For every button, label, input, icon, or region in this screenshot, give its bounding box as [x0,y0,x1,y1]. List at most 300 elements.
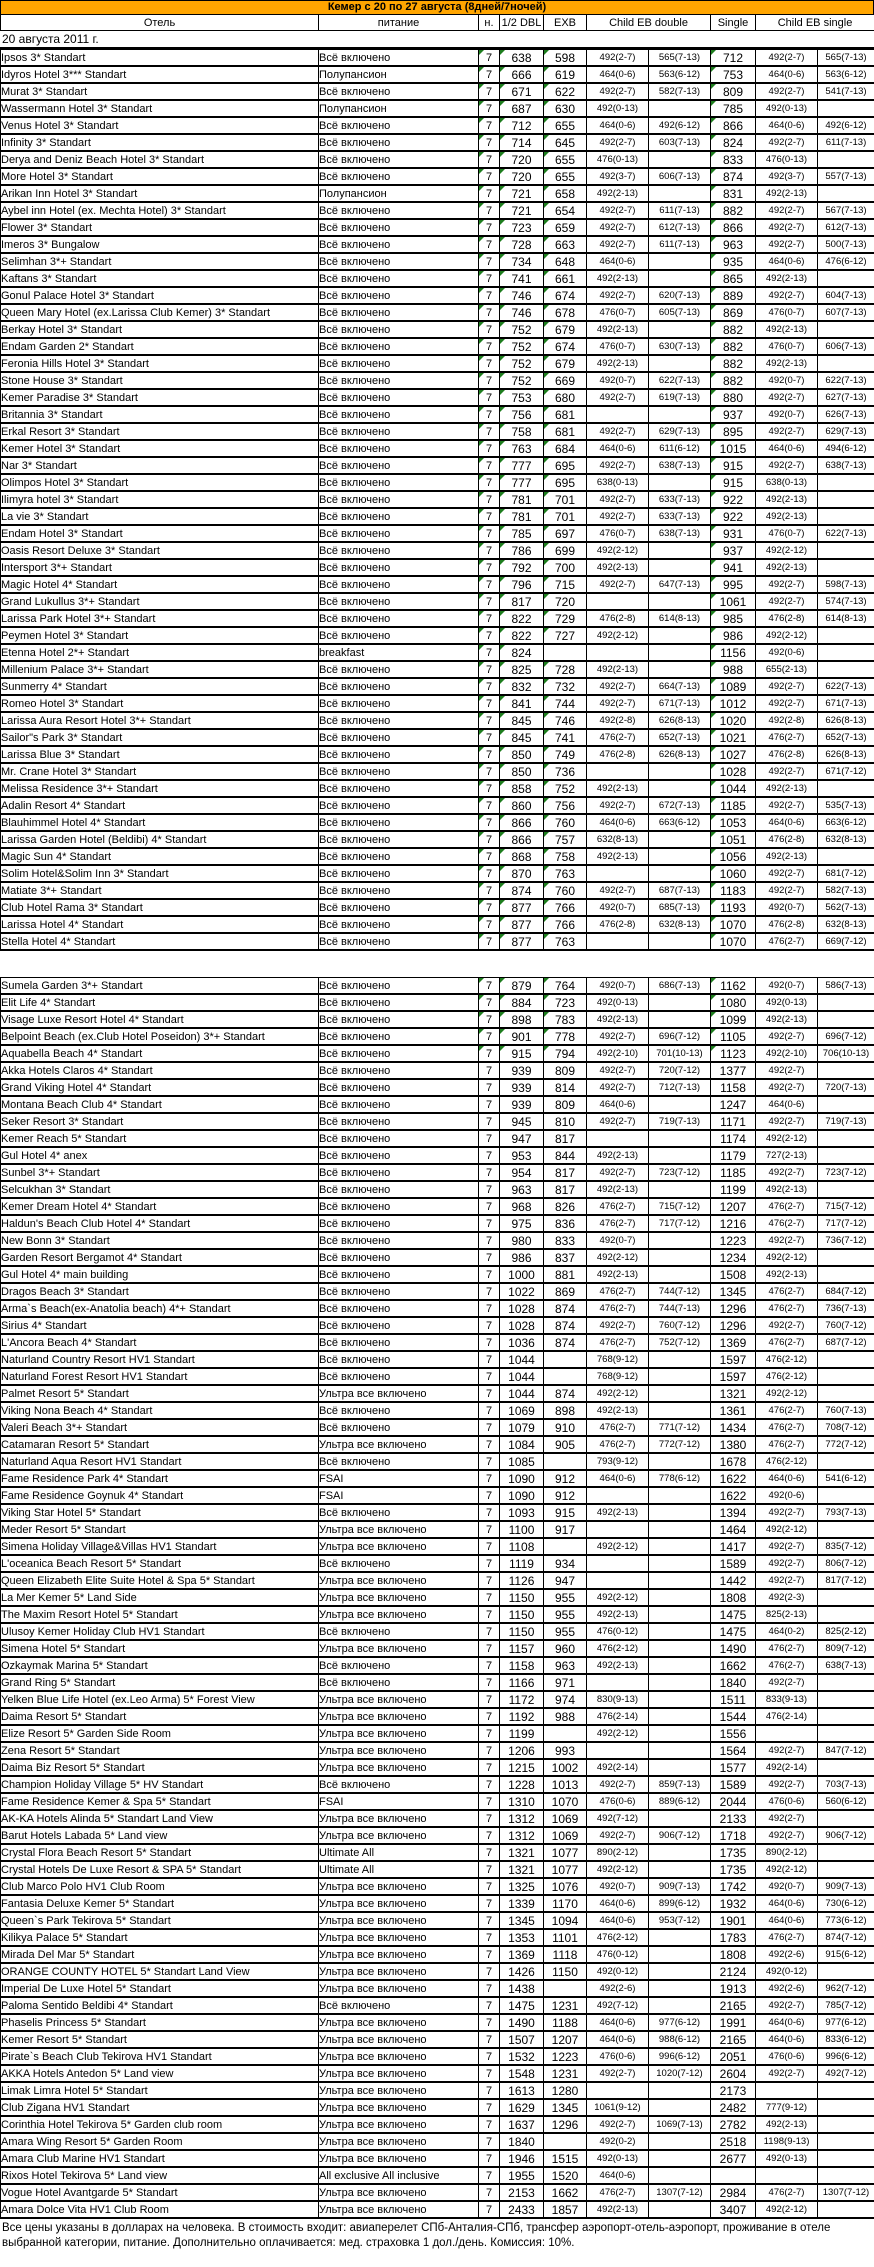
meal-type[interactable]: Полупансион [319,100,479,117]
child-eb-double-1[interactable]: 476(0-7) [587,304,649,321]
meal-type[interactable]: Всё включено [319,1181,479,1198]
nights-value[interactable]: 7 [479,1028,500,1045]
price-single[interactable]: 882 [711,338,756,355]
child-eb-single-2[interactable]: 663(6-12) [818,814,874,831]
hotel-name[interactable]: Grand Viking Hotel 4* Standart [1,1079,319,1096]
price-exb[interactable]: 1662 [544,2184,587,2201]
price-single[interactable]: 1012 [711,695,756,712]
price-single[interactable]: 869 [711,304,756,321]
hotel-name[interactable]: Daima Resort 5* Standart [1,1708,319,1725]
child-eb-double-2[interactable] [649,2082,711,2099]
price-half-dbl[interactable]: 752 [500,321,544,338]
nights-value[interactable]: 7 [479,1283,500,1300]
hotel-name[interactable]: Palmet Resort 5* Standart [1,1385,319,1402]
child-eb-double-2[interactable] [649,1368,711,1385]
hotel-name[interactable]: Gonul Palace Hotel 3* Standart [1,287,319,304]
child-eb-single-2[interactable]: 500(7-13) [818,236,874,253]
child-eb-double-2[interactable] [649,100,711,117]
nights-value[interactable]: 7 [479,117,500,134]
price-single[interactable]: 785 [711,100,756,117]
price-half-dbl[interactable]: 1321 [500,1844,544,1861]
hotel-name[interactable]: Crystal Hotels De Luxe Resort & SPA 5* Standart [1,1861,319,1878]
hotel-name[interactable]: Imeros 3* Bungalow [1,236,319,253]
child-eb-single-1[interactable]: 476(2-7) [756,1419,818,1436]
meal-type[interactable]: Ультра все включено [319,2065,479,2082]
meal-type[interactable]: Ультра все включено [319,2116,479,2133]
child-eb-double-1[interactable]: 492(0-7) [587,899,649,916]
price-single[interactable]: 1216 [711,1215,756,1232]
price-single[interactable]: 2133 [711,1810,756,1827]
meal-type[interactable]: Всё включено [319,1317,479,1334]
hotel-name[interactable]: Romeo Hotel 3* Standart [1,695,319,712]
child-eb-double-2[interactable] [649,1844,711,1861]
price-half-dbl[interactable]: 756 [500,406,544,423]
child-eb-double-1[interactable]: 492(0-2) [587,2133,649,2150]
child-eb-single-1[interactable]: 476(2-12) [756,1368,818,1385]
price-single[interactable]: 1808 [711,1589,756,1606]
hotel-name[interactable]: Ulusoy Kemer Holiday Club HV1 Standart [1,1623,319,1640]
price-exb[interactable]: 898 [544,1402,587,1419]
meal-type[interactable]: Всё включено [319,525,479,542]
meal-type[interactable]: Всё включено [319,1011,479,1028]
child-eb-single-1[interactable]: 492(2-13) [756,848,818,865]
hotel-name[interactable]: New Bonn 3* Standart [1,1232,319,1249]
child-eb-single-1[interactable]: 492(0-7) [756,899,818,916]
price-single[interactable]: 2782 [711,2116,756,2133]
price-exb[interactable]: 661 [544,270,587,287]
child-eb-single-1[interactable]: 492(2-7) [756,50,818,67]
child-eb-double-1[interactable]: 476(2-8) [587,746,649,763]
hotel-name[interactable]: Elit Life 4* Standart [1,994,319,1011]
child-eb-single-1[interactable]: 492(2-13) [756,491,818,508]
child-eb-single-2[interactable]: 562(7-13) [818,899,874,916]
meal-type[interactable]: Всё включено [319,1776,479,1793]
child-eb-double-1[interactable]: 492(2-7) [587,287,649,304]
child-eb-double-2[interactable]: 652(7-13) [649,729,711,746]
nights-value[interactable]: 7 [479,797,500,814]
meal-type[interactable]: Всё включено [319,202,479,219]
hotel-name[interactable]: Sirius 4* Standart [1,1317,319,1334]
nights-value[interactable]: 7 [479,1691,500,1708]
meal-type[interactable]: Ультра все включено [319,1759,479,1776]
child-eb-single-2[interactable] [818,2082,874,2099]
price-single[interactable]: 1394 [711,1504,756,1521]
nights-value[interactable]: 7 [479,882,500,899]
meal-type[interactable]: Всё включено [319,916,479,933]
nights-value[interactable]: 7 [479,814,500,831]
price-single[interactable]: 1361 [711,1402,756,1419]
child-eb-double-2[interactable] [649,593,711,610]
hotel-name[interactable]: Berkay Hotel 3* Standart [1,321,319,338]
price-single[interactable]: 882 [711,355,756,372]
hotel-name[interactable]: Daima Biz Resort 5* Standart [1,1759,319,1776]
price-half-dbl[interactable]: 752 [500,355,544,372]
price-single[interactable]: 1089 [711,678,756,695]
child-eb-single-1[interactable]: 476(2-7) [756,1402,818,1419]
hotel-name[interactable]: Ipsos 3* Standart [1,50,319,67]
price-exb[interactable] [544,1453,587,1470]
price-exb[interactable]: 763 [544,933,587,950]
price-exb[interactable]: 955 [544,1623,587,1640]
child-eb-double-1[interactable]: 492(7-12) [587,1997,649,2014]
child-eb-double-1[interactable]: 492(2-14) [587,1759,649,1776]
child-eb-double-1[interactable]: 492(2-13) [587,559,649,576]
meal-type[interactable]: Всё включено [319,1453,479,1470]
child-eb-single-1[interactable]: 492(2-7) [756,1674,818,1691]
meal-type[interactable]: Ультра все включено [319,1810,479,1827]
price-single[interactable]: 1247 [711,1096,756,1113]
hotel-name[interactable]: Dragos Beach 3* Standart [1,1283,319,1300]
price-half-dbl[interactable]: 1312 [500,1827,544,1844]
price-half-dbl[interactable]: 845 [500,729,544,746]
price-single[interactable]: 2677 [711,2150,756,2167]
child-eb-single-1[interactable]: 492(2-13) [756,2116,818,2133]
hotel-name[interactable]: Meder Resort 5* Standart [1,1521,319,1538]
child-eb-double-2[interactable]: 612(7-13) [649,219,711,236]
hotel-name[interactable]: Gul Hotel 4* anex [1,1147,319,1164]
child-eb-single-1[interactable]: 638(0-13) [756,474,818,491]
child-eb-double-1[interactable]: 476(2-14) [587,1708,649,1725]
meal-type[interactable]: Всё включено [319,1232,479,1249]
child-eb-double-2[interactable]: 760(7-12) [649,1317,711,1334]
child-eb-double-2[interactable]: 638(7-13) [649,525,711,542]
child-eb-double-1[interactable]: 492(2-12) [587,1589,649,1606]
price-half-dbl[interactable]: 817 [500,593,544,610]
price-half-dbl[interactable]: 1438 [500,1980,544,1997]
child-eb-double-1[interactable]: 476(2-7) [587,1215,649,1232]
child-eb-single-1[interactable]: 492(0-7) [756,406,818,423]
price-exb[interactable] [544,1538,587,1555]
nights-value[interactable]: 7 [479,457,500,474]
price-single[interactable]: 833 [711,151,756,168]
hotel-name[interactable]: Larissa Hotel 4* Standart [1,916,319,933]
price-exb[interactable]: 659 [544,219,587,236]
meal-type[interactable]: Ультра все включено [319,2014,479,2031]
meal-type[interactable]: Всё включено [319,1300,479,1317]
meal-type[interactable]: Ультра все включено [319,1538,479,1555]
nights-value[interactable]: 7 [479,593,500,610]
nights-value[interactable]: 7 [479,406,500,423]
child-eb-single-2[interactable]: 915(6-12) [818,1946,874,1963]
meal-type[interactable]: Всё включено [319,304,479,321]
child-eb-single-1[interactable]: 492(2-13) [756,559,818,576]
child-eb-double-2[interactable]: 663(6-12) [649,814,711,831]
child-eb-double-2[interactable]: 977(6-12) [649,2014,711,2031]
price-single[interactable]: 866 [711,117,756,134]
child-eb-single-1[interactable]: 492(2-7) [756,1776,818,1793]
price-single[interactable]: 1296 [711,1300,756,1317]
child-eb-double-2[interactable] [649,1096,711,1113]
child-eb-double-1[interactable]: 476(2-8) [587,916,649,933]
nights-value[interactable]: 7 [479,1538,500,1555]
child-eb-double-1[interactable]: 476(2-7) [587,729,649,746]
child-eb-double-1[interactable]: 464(0-6) [587,440,649,457]
child-eb-double-2[interactable]: 647(7-13) [649,576,711,593]
price-exb[interactable]: 1069 [544,1827,587,1844]
price-single[interactable]: 963 [711,236,756,253]
meal-type[interactable]: Всё включено [319,1283,479,1300]
meal-type[interactable]: Всё включено [319,627,479,644]
price-single[interactable]: 1080 [711,994,756,1011]
child-eb-double-2[interactable] [649,780,711,797]
child-eb-single-1[interactable]: 492(2-12) [756,1130,818,1147]
hotel-name[interactable]: Venus Hotel 3* Standart [1,117,319,134]
nights-value[interactable]: 7 [479,780,500,797]
price-half-dbl[interactable]: 1090 [500,1470,544,1487]
child-eb-double-2[interactable] [649,1538,711,1555]
child-eb-single-1[interactable]: 492(2-7) [756,1079,818,1096]
child-eb-double-2[interactable]: 859(7-13) [649,1776,711,1793]
nights-value[interactable]: 7 [479,678,500,695]
child-eb-single-2[interactable]: 622(7-13) [818,525,874,542]
hotel-name[interactable]: Champion Holiday Village 5* HV Standart [1,1776,319,1793]
hotel-name[interactable]: Kemer Hotel 3* Standart [1,440,319,457]
nights-value[interactable]: 7 [479,83,500,100]
child-eb-double-2[interactable] [649,1232,711,1249]
hotel-name[interactable]: Yelken Blue Life Hotel (ex.Leo Arma) 5* Forest View [1,1691,319,1708]
price-half-dbl[interactable]: 870 [500,865,544,882]
meal-type[interactable]: Всё включено [319,321,479,338]
meal-type[interactable]: Всё включено [319,610,479,627]
price-half-dbl[interactable]: 1090 [500,1487,544,1504]
hotel-name[interactable]: Queen`s Park Tekirova 5* Standart [1,1912,319,1929]
child-eb-double-1[interactable]: 492(2-7) [587,1113,649,1130]
price-exb[interactable]: 655 [544,168,587,185]
child-eb-single-2[interactable] [818,2099,874,2116]
child-eb-double-2[interactable] [649,542,711,559]
nights-value[interactable]: 7 [479,2167,500,2184]
child-eb-single-2[interactable] [818,1521,874,1538]
price-half-dbl[interactable]: 746 [500,287,544,304]
nights-value[interactable]: 7 [479,1606,500,1623]
price-half-dbl[interactable]: 785 [500,525,544,542]
child-eb-double-1[interactable]: 464(0-6) [587,253,649,270]
child-eb-double-2[interactable] [649,627,711,644]
price-exb[interactable]: 674 [544,338,587,355]
price-half-dbl[interactable]: 1955 [500,2167,544,2184]
child-eb-single-1[interactable]: 492(2-7) [756,763,818,780]
price-single[interactable]: 1622 [711,1470,756,1487]
nights-value[interactable]: 7 [479,1249,500,1266]
child-eb-double-2[interactable]: 614(8-13) [649,610,711,627]
child-eb-double-1[interactable]: 492(2-7) [587,1776,649,1793]
meal-type[interactable]: Всё включено [319,729,479,746]
child-eb-single-1[interactable]: 492(0-6) [756,644,818,661]
child-eb-single-1[interactable]: 492(2-12) [756,1385,818,1402]
price-single[interactable]: 1808 [711,1946,756,1963]
child-eb-single-2[interactable]: 638(7-13) [818,457,874,474]
price-single[interactable]: 1380 [711,1436,756,1453]
nights-value[interactable]: 7 [479,865,500,882]
price-single[interactable]: 1123 [711,1045,756,1062]
child-eb-single-1[interactable]: 492(2-13) [756,321,818,338]
child-eb-double-2[interactable] [649,1555,711,1572]
child-eb-double-2[interactable]: 772(7-12) [649,1436,711,1453]
child-eb-double-1[interactable]: 492(2-7) [587,1079,649,1096]
price-exb[interactable]: 874 [544,1334,587,1351]
child-eb-single-2[interactable] [818,355,874,372]
child-eb-double-2[interactable] [649,1521,711,1538]
child-eb-single-1[interactable]: 492(2-7) [756,678,818,695]
hotel-name[interactable]: Kemer Reach 5* Standart [1,1130,319,1147]
child-eb-double-2[interactable]: 582(7-13) [649,83,711,100]
child-eb-double-1[interactable]: 492(2-7) [587,1028,649,1045]
hotel-name[interactable]: Aquabella Beach 4* Standart [1,1045,319,1062]
child-eb-single-2[interactable] [818,1351,874,1368]
nights-value[interactable]: 7 [479,1419,500,1436]
hotel-name[interactable]: Imperial De Luxe Hotel 5* Standart [1,1980,319,1997]
meal-type[interactable]: Всё включено [319,1266,479,1283]
price-half-dbl[interactable]: 1150 [500,1606,544,1623]
nights-value[interactable]: 7 [479,1487,500,1504]
child-eb-single-2[interactable]: 708(7-12) [818,1419,874,1436]
child-eb-single-1[interactable]: 492(2-7) [756,236,818,253]
child-eb-single-2[interactable] [818,1844,874,1861]
price-half-dbl[interactable]: 868 [500,848,544,865]
price-half-dbl[interactable]: 712 [500,117,544,134]
child-eb-double-1[interactable]: 492(2-13) [587,780,649,797]
hotel-name[interactable]: Mr. Crane Hotel 3* Standart [1,763,319,780]
child-eb-double-1[interactable]: 464(0-6) [587,2167,649,2184]
child-eb-double-2[interactable] [649,1929,711,1946]
child-eb-double-2[interactable] [649,661,711,678]
col-header-dbl[interactable]: 1/2 DBL [500,15,544,31]
hotel-name[interactable]: Kaftans 3* Standart [1,270,319,287]
child-eb-double-1[interactable]: 492(2-7) [587,134,649,151]
price-single[interactable]: 2124 [711,1963,756,1980]
nights-value[interactable]: 7 [479,2014,500,2031]
col-header-hotel[interactable]: Отель [1,15,319,31]
child-eb-single-2[interactable]: 730(6-12) [818,1895,874,1912]
child-eb-double-2[interactable] [649,1640,711,1657]
child-eb-double-1[interactable]: 464(0-6) [587,1895,649,1912]
hotel-name[interactable]: Britannia 3* Standart [1,406,319,423]
price-exb[interactable]: 701 [544,508,587,525]
nights-value[interactable]: 7 [479,355,500,372]
hotel-name[interactable]: Matiate 3*+ Standart [1,882,319,899]
child-eb-double-1[interactable]: 492(2-7) [587,576,649,593]
child-eb-single-2[interactable]: 574(7-13) [818,593,874,610]
child-eb-single-1[interactable]: 476(2-7) [756,1198,818,1215]
price-half-dbl[interactable]: 1325 [500,1878,544,1895]
price-exb[interactable] [544,1351,587,1368]
price-single[interactable]: 1070 [711,933,756,950]
child-eb-double-1[interactable]: 476(2-12) [587,1929,649,1946]
price-half-dbl[interactable]: 1000 [500,1266,544,1283]
meal-type[interactable]: Всё включено [319,1368,479,1385]
nights-value[interactable]: 7 [479,2116,500,2133]
price-half-dbl[interactable]: 1126 [500,1572,544,1589]
meal-type[interactable]: Всё включено [319,1419,479,1436]
child-eb-double-2[interactable]: 744(7-13) [649,1300,711,1317]
price-single[interactable]: 1932 [711,1895,756,1912]
child-eb-single-1[interactable]: 464(0-6) [756,814,818,831]
child-eb-single-1[interactable]: 492(2-7) [756,1164,818,1181]
meal-type[interactable]: Ультра все включено [319,1946,479,1963]
price-exb[interactable]: 622 [544,83,587,100]
child-eb-double-2[interactable]: 686(7-13) [649,978,711,995]
price-single[interactable]: 889 [711,287,756,304]
child-eb-double-1[interactable] [587,1555,649,1572]
hotel-name[interactable]: Solim Hotel&Solim Inn 3* Standart [1,865,319,882]
child-eb-double-1[interactable]: 492(2-7) [587,389,649,406]
price-exb[interactable]: 974 [544,1691,587,1708]
child-eb-double-1[interactable]: 492(2-7) [587,491,649,508]
meal-type[interactable]: Всё включено [319,1997,479,2014]
child-eb-double-2[interactable] [649,1674,711,1691]
price-half-dbl[interactable]: 898 [500,1011,544,1028]
child-eb-single-2[interactable]: 606(7-13) [818,338,874,355]
price-exb[interactable]: 1857 [544,2201,587,2218]
child-eb-single-1[interactable]: 492(2-7) [756,865,818,882]
price-exb[interactable]: 1231 [544,1997,587,2014]
child-eb-single-1[interactable]: 476(0-6) [756,1793,818,1810]
child-eb-double-2[interactable] [649,933,711,950]
child-eb-double-2[interactable] [649,1453,711,1470]
price-exb[interactable] [544,2133,587,2150]
price-exb[interactable]: 836 [544,1215,587,1232]
price-exb[interactable]: 680 [544,389,587,406]
child-eb-double-2[interactable]: 889(6-12) [649,1793,711,1810]
child-eb-double-1[interactable]: 492(2-13) [587,270,649,287]
nights-value[interactable]: 7 [479,2133,500,2150]
nights-value[interactable]: 7 [479,848,500,865]
price-single[interactable]: 1070 [711,916,756,933]
price-half-dbl[interactable]: 1199 [500,1725,544,1742]
price-single[interactable]: 865 [711,270,756,287]
child-eb-double-1[interactable]: 464(0-6) [587,2031,649,2048]
price-half-dbl[interactable]: 1044 [500,1368,544,1385]
nights-value[interactable]: 7 [479,1572,500,1589]
price-exb[interactable]: 947 [544,1572,587,1589]
meal-type[interactable]: Всё включено [319,457,479,474]
child-eb-single-2[interactable] [818,1606,874,1623]
price-half-dbl[interactable]: 939 [500,1079,544,1096]
price-single[interactable]: 880 [711,389,756,406]
hotel-name[interactable]: Magic Sun 4* Standart [1,848,319,865]
meal-type[interactable]: Ультра все включено [319,1436,479,1453]
price-single[interactable]: 2518 [711,2133,756,2150]
price-single[interactable]: 986 [711,627,756,644]
price-exb[interactable]: 1520 [544,2167,587,2184]
nights-value[interactable]: 7 [479,576,500,593]
price-half-dbl[interactable]: 877 [500,899,544,916]
child-eb-double-1[interactable]: 464(0-6) [587,1912,649,1929]
child-eb-double-2[interactable] [649,1742,711,1759]
child-eb-single-1[interactable]: 476(0-7) [756,525,818,542]
child-eb-single-2[interactable]: 598(7-13) [818,576,874,593]
meal-type[interactable]: Всё включено [319,882,479,899]
child-eb-single-1[interactable]: 476(2-7) [756,2184,818,2201]
price-half-dbl[interactable]: 753 [500,389,544,406]
price-half-dbl[interactable]: 877 [500,933,544,950]
child-eb-double-2[interactable]: 671(7-13) [649,695,711,712]
price-single[interactable]: 1577 [711,1759,756,1776]
nights-value[interactable]: 7 [479,627,500,644]
hotel-name[interactable]: Fame Residence Goynuk 4* Standart [1,1487,319,1504]
child-eb-single-1[interactable]: 492(2-7) [756,389,818,406]
child-eb-double-2[interactable]: 1020(7-12) [649,2065,711,2082]
child-eb-single-2[interactable]: 611(7-13) [818,134,874,151]
child-eb-single-2[interactable]: 706(10-13) [818,1045,874,1062]
child-eb-single-1[interactable]: 655(2-13) [756,661,818,678]
child-eb-single-1[interactable]: 492(2-7) [756,1555,818,1572]
child-eb-single-1[interactable]: 492(2-13) [756,355,818,372]
child-eb-single-1[interactable]: 492(0-7) [756,978,818,995]
hotel-name[interactable]: Simena Hotel 5* Standart [1,1640,319,1657]
price-exb[interactable]: 766 [544,899,587,916]
price-single[interactable]: 2984 [711,2184,756,2201]
